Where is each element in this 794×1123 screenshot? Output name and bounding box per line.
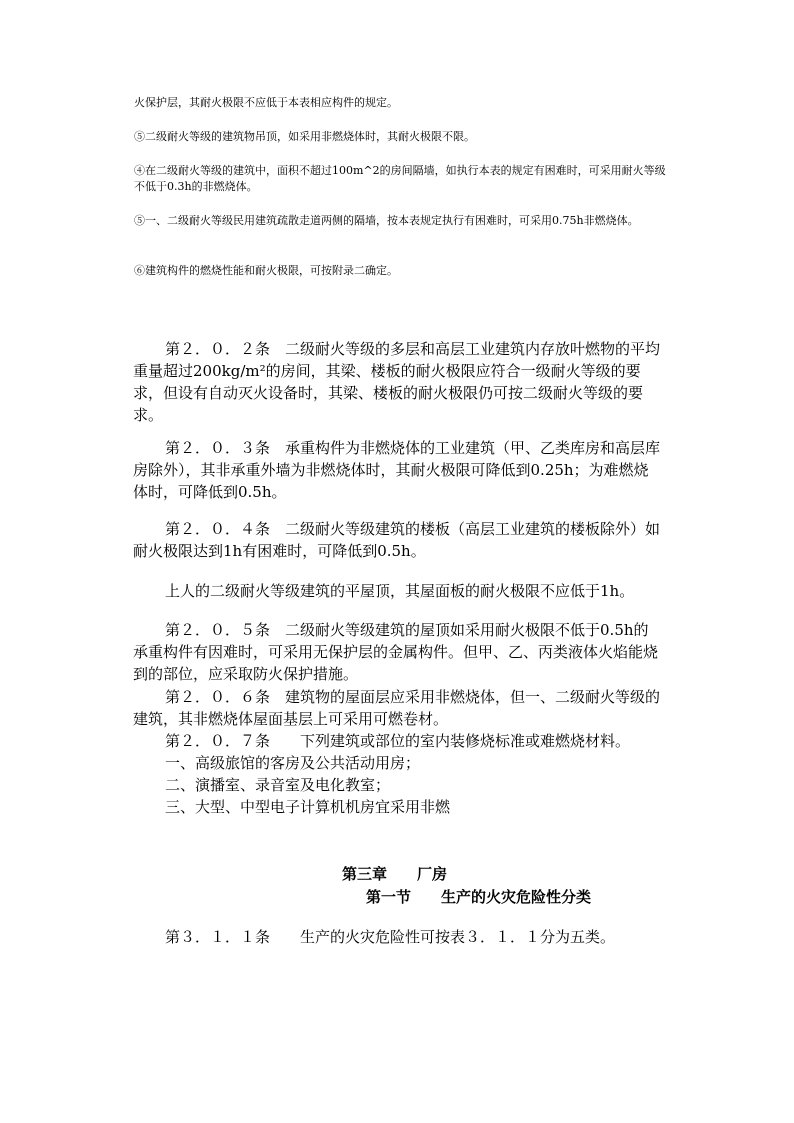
article-2-0-2: 第２．０．２条 二级耐火等级的多层和高层工业建筑内存放叶燃物的平均重量超过200kg/m²的房间，其梁、楼板的耐火极限应符合一级耐火等级的要求，但设有自动灭火设备时，其梁、楼板的耐火极限仍可按二级耐火等级的要求。 [133, 340, 661, 424]
chapter-title: 第三章 厂房 [342, 865, 448, 883]
list-item: 二、演播室、录音室及电化教室； [165, 776, 391, 794]
paragraph-roof-slab: 上人的二级耐火等级建筑的平屋顶，其屋面板的耐火极限不应低于1h。 [165, 582, 635, 600]
section-title: 第一节 生产的火灾危险性分类 [366, 888, 592, 906]
note-appendix: ⑥建筑构件的燃烧性能和耐火极限，可按附录二确定。 [134, 264, 398, 277]
article-2-0-5: 第２．０．５条 二级耐火等级建筑的屋顶如采用耐火极限不低于0.5h的承重构件有因难时，可采用无保护层的金属构件。但甲、乙、丙类液体火焰能烧到的部位，应采取防火保护措施。 [133, 621, 659, 683]
article-2-0-3: 第２．０．３条 承重构件为非燃烧体的工业建筑（甲、乙类库房和高层库房除外），其非承重外墙为非燃烧体时，其耐火极限可降低到0.25h；为难燃烧体时，可降低到0.5h。 [133, 439, 661, 501]
article-3-1-1: 第３．１．１条 生产的火灾危险性可按表３．１．１分为五类。 [165, 928, 616, 946]
article-2-0-4: 第２．０．４条 二级耐火等级建筑的楼板（高层工业建筑的楼板除外）如耐火极限达到1h有困难时，可降低到0.5h。 [133, 520, 661, 560]
note-partition-wall: ④在二级耐火等级的建筑中，面积不超过100m^2的房间隔墙，如执行本表的规定有困难时，可采用耐火等级不低于0.3h的非燃烧体。 [134, 164, 666, 193]
article-2-0-6: 第２．０．６条 建筑物的屋面层应采用非燃烧体，但一、二级耐火等级的建筑，其非燃烧体屋面基层上可采用可燃卷材。 [133, 688, 661, 728]
note-fire-protection-layer: 火保护层，其耐火极限不应低于本表相应构件的规定。 [134, 96, 398, 109]
note-corridor-wall: ⑤一、二级耐火等级民用建筑疏散走道两侧的隔墙，按本表规定执行有困难时，可采用0.75h非燃烧体。 [134, 214, 639, 227]
article-2-0-7: 第２．０．７条 下列建筑或部位的室内装修烧标准或难燃烧材料。 [165, 732, 631, 750]
note-ceiling: ⑤二级耐火等级的建筑物吊顶，如采用非燃烧体时，其耐火极限不限。 [134, 130, 475, 143]
list-item: 三、大型、中型电子计算机机房宜采用非燃 [165, 798, 451, 816]
list-item: 一、高级旅馆的客房及公共活动用房； [165, 754, 421, 772]
